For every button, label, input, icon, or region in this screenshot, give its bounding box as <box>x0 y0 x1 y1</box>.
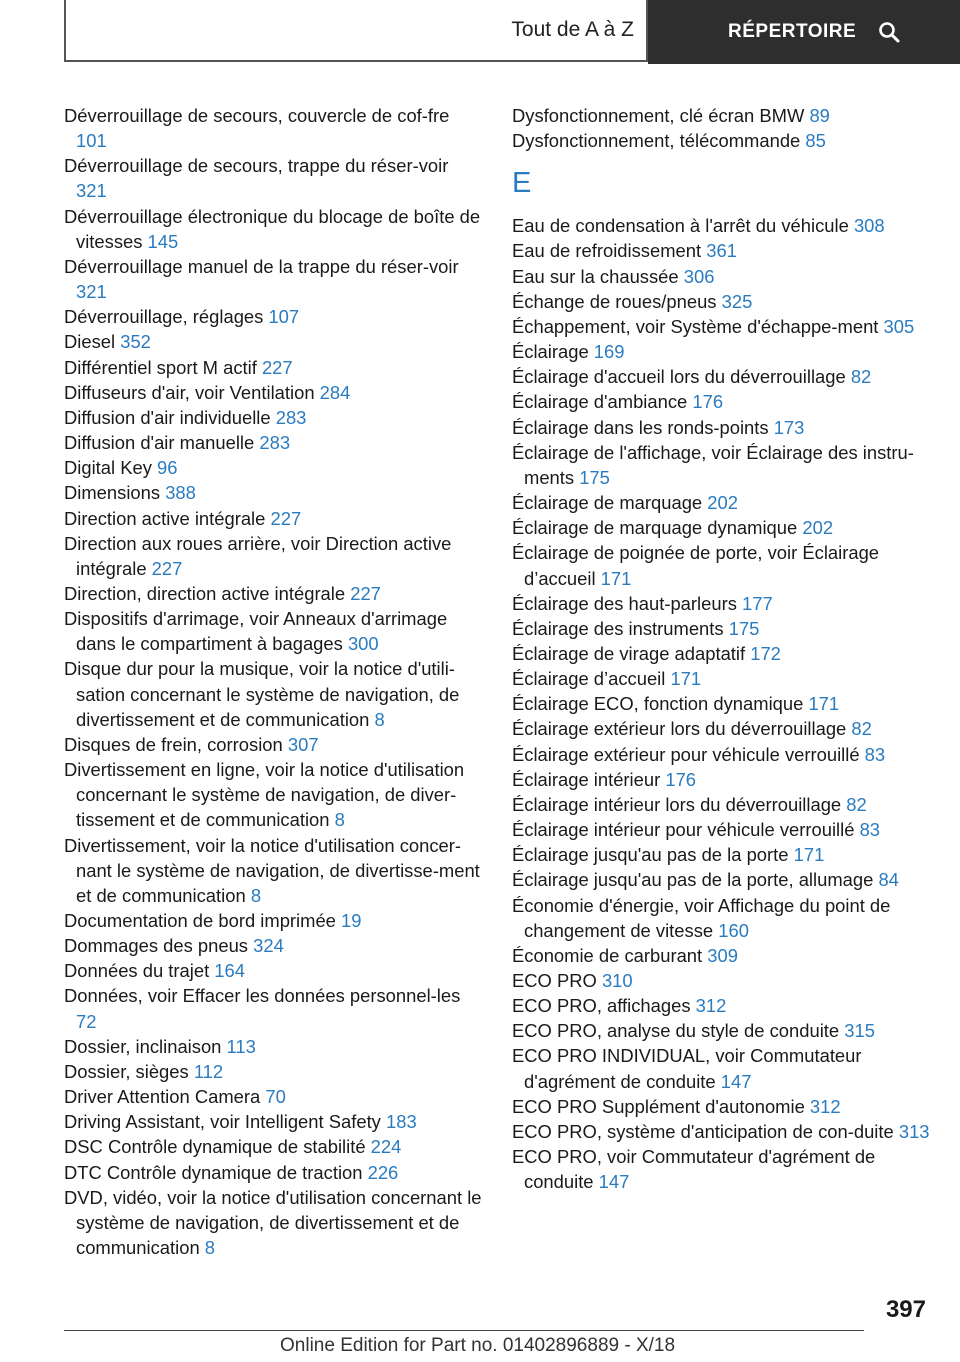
index-entry-text: Documentation de bord imprimée <box>64 910 342 931</box>
page-reference-link[interactable]: 175 <box>728 617 760 639</box>
tab-repertoire[interactable] <box>648 0 960 64</box>
index-entry <box>512 213 932 238</box>
index-entry-text: Éclairage extérieur lors du déverrouillage <box>512 718 852 740</box>
page-reference-link[interactable]: 70 <box>265 1086 286 1108</box>
page-reference-link[interactable]: 352 <box>120 331 151 353</box>
page-reference-link[interactable]: 85 <box>805 130 826 152</box>
index-entry-text: Éclairage intérieur <box>512 768 666 790</box>
index-entry-text: Économie de carburant <box>512 944 708 966</box>
page-reference-link[interactable]: 227 <box>151 557 183 579</box>
page-reference-link[interactable]: 324 <box>253 935 284 957</box>
index-entry-text: Dimensions <box>64 482 166 504</box>
page-reference-link[interactable]: 361 <box>706 240 737 262</box>
page-reference-link[interactable]: 8 <box>204 1237 216 1259</box>
index-entry <box>512 716 932 741</box>
index-entry <box>64 1185 484 1260</box>
index-entry <box>64 480 484 505</box>
section-letter-e: E <box>512 167 532 200</box>
page-reference-link[interactable]: 227 <box>261 356 293 378</box>
index-entry-text: Dysfonctionnement, télécommande <box>512 130 806 152</box>
index-entry <box>64 1134 484 1159</box>
page-reference-link[interactable]: 8 <box>250 884 262 906</box>
page-reference-link[interactable]: 283 <box>259 432 291 454</box>
page-reference-link[interactable]: 113 <box>226 1035 256 1057</box>
page-reference-link[interactable]: 171 <box>670 668 702 690</box>
page-reference-link[interactable]: 283 <box>275 406 307 428</box>
index-entry <box>512 867 932 892</box>
index-entry <box>512 264 932 289</box>
index-entry <box>512 792 932 817</box>
page-reference-link[interactable]: 171 <box>600 567 632 589</box>
index-entry <box>64 933 484 958</box>
index-entry <box>512 968 932 993</box>
index-entry <box>512 289 932 314</box>
page-reference-link[interactable]: 308 <box>853 215 885 237</box>
page-reference-link[interactable]: 202 <box>802 517 834 539</box>
index-group-d-continued <box>512 103 932 153</box>
index-entry-text: Éclairage jusqu'au pas de la porte <box>512 844 794 866</box>
page-reference-link[interactable]: 171 <box>808 693 840 715</box>
page-reference-link[interactable]: 202 <box>707 492 738 514</box>
index-entry <box>512 943 932 968</box>
index-entry-text: Éclairage des haut-parleurs <box>512 592 743 614</box>
index-entry-text: ECO PRO, affichages <box>512 995 696 1017</box>
index-entry <box>512 893 932 943</box>
index-entry-text: Déverrouillage de secours, trappe du réser‐voir <box>64 155 449 177</box>
index-entry <box>64 355 484 380</box>
index-entry-text: ECO PRO, voir Commutateur d'agrément de conduite <box>512 1146 876 1193</box>
index-entry-text: Disque dur pour la musique, voir la notice d'utili‐sation concernant le système de navigation, de divertissement et de communication <box>64 658 460 730</box>
index-entry-text: Échange de roues/pneus <box>512 290 722 312</box>
index-entry-text: Eau sur la chaussée <box>512 265 684 287</box>
index-entry <box>512 128 932 153</box>
index-entry-text: Éclairage extérieur pour véhicule verrouillé <box>512 743 865 765</box>
index-entry-text: Digital Key <box>64 457 158 479</box>
index-entry-text: Divertissement, voir la notice d'utilisation concer‐nant le système de navigation, de divertisse‐ment et de communication <box>64 834 480 906</box>
page-reference-link[interactable]: 310 <box>601 970 633 991</box>
index-entry-text: Diesel <box>64 331 121 353</box>
index-entry <box>512 591 932 616</box>
index-entry <box>64 329 484 354</box>
page-reference-link[interactable]: 312 <box>809 1095 841 1117</box>
index-entry-text: Dysfonctionnement, clé écran BMW <box>512 105 810 126</box>
index-entry-text: ECO PRO, système d'anticipation de con‐duite <box>512 1120 899 1142</box>
index-entry <box>64 958 484 983</box>
index-entry <box>512 641 932 666</box>
index-entry-text: Échappement, voir Système d'échappe‐ment <box>512 315 884 337</box>
page-reference-link[interactable]: 96 <box>157 457 178 479</box>
page-reference-link[interactable]: 84 <box>878 869 899 891</box>
index-entry <box>512 1018 932 1043</box>
page-reference-link[interactable]: 300 <box>347 633 379 655</box>
index-entry <box>512 616 932 641</box>
index-entry-text: Diffusion d'air manuelle <box>64 432 260 454</box>
index-entry-text: Dispositifs d'arrimage, voir Anneaux d'arrimage dans le compartiment à bagages <box>64 608 448 655</box>
index-entry-text: Driver Attention Camera <box>64 1086 266 1108</box>
page-reference-link[interactable]: 284 <box>319 381 351 403</box>
index-entry <box>512 440 932 490</box>
index-entry-text: Dommages des pneus <box>64 935 254 957</box>
index-entry <box>64 380 484 405</box>
page-reference-link[interactable]: 82 <box>846 793 867 815</box>
index-entry <box>64 531 484 581</box>
index-entry-text: Données du trajet <box>64 960 215 982</box>
index-entry-text: Éclairage de marquage dynamique <box>512 517 803 539</box>
tab-a-to-z-label: Tout de A à Z <box>511 18 634 41</box>
index-entry <box>64 506 484 531</box>
page-reference-link[interactable]: 8 <box>334 809 345 831</box>
page-reference-link[interactable]: 227 <box>270 507 302 529</box>
index-entry-text: Éclairage ECO, fonction dynamique <box>512 693 809 715</box>
page-reference-link[interactable]: 89 <box>809 105 830 126</box>
page-reference-link[interactable]: 312 <box>695 995 727 1017</box>
index-entry <box>512 742 932 767</box>
index-entry <box>512 238 932 263</box>
index-entry-text: Éclairage de marquage <box>512 492 708 514</box>
index-entry-text: Éclairage de poignée de porte, voir Éclairage d’accueil <box>512 542 880 589</box>
index-entry-text: ECO PRO Supplément d'autonomie <box>512 1095 810 1117</box>
index-entry <box>64 1084 484 1109</box>
index-entry <box>512 691 932 716</box>
page-reference-link[interactable]: 177 <box>742 592 773 614</box>
page-reference-link[interactable]: 315 <box>844 1020 875 1042</box>
page-reference-link[interactable]: 169 <box>593 341 625 363</box>
footer-edition: Online Edition for Part no. 01402896889 - X/18 <box>280 1335 676 1356</box>
index-entry-text: DSC Contrôle dynamique de stabilité <box>64 1136 371 1158</box>
page-reference-link[interactable]: 145 <box>147 230 179 252</box>
index-entry-text: Driving Assistant, voir Intelligent Safety <box>64 1111 386 1133</box>
index-entry <box>512 993 932 1018</box>
page-reference-link[interactable]: 325 <box>721 290 753 312</box>
index-entry-text: ECO PRO INDIVIDUAL, voir Commutateur d'agrément de conduite <box>512 1045 862 1092</box>
index-entry <box>64 908 484 933</box>
page-reference-link[interactable]: 147 <box>598 1171 630 1193</box>
page-reference-link[interactable]: 83 <box>864 743 886 765</box>
index-entry <box>64 581 484 606</box>
index-entry-text: Éclairage des instruments <box>512 617 729 639</box>
index-entry <box>512 1094 932 1119</box>
index-entry-text: Éclairage jusqu'au pas de la porte, allumage <box>512 869 879 891</box>
index-column-left <box>64 103 484 1260</box>
footer-divider <box>64 1330 864 1331</box>
index-entry-text: Éclairage intérieur lors du déverrouillage <box>512 793 847 815</box>
index-entry <box>512 314 932 339</box>
index-entry <box>512 515 932 540</box>
page-reference-link[interactable]: 19 <box>341 910 362 931</box>
index-entry <box>64 732 484 757</box>
index-entry <box>512 540 932 590</box>
page-reference-link[interactable]: 306 <box>683 265 715 287</box>
index-entry <box>512 339 932 364</box>
page-reference-link[interactable]: 226 <box>367 1161 399 1183</box>
index-entry <box>512 1144 932 1194</box>
index-entry-text: Disques de frein, corrosion <box>64 733 288 755</box>
index-entry-text: Déverrouillage de secours, couvercle de cof‐fre <box>64 105 450 126</box>
page-reference-link[interactable]: 171 <box>793 844 825 866</box>
index-entry-text: Différentiel sport M actif <box>64 356 262 378</box>
page-reference-link[interactable]: 307 <box>287 733 319 755</box>
page-reference-link[interactable]: 82 <box>850 366 872 388</box>
tab-repertoire-label: RÉPERTOIRE <box>728 21 857 42</box>
page-reference-link[interactable]: 313 <box>898 1120 930 1142</box>
page-reference-link[interactable]: 72 <box>76 1010 97 1032</box>
index-entry <box>64 606 484 656</box>
index-entry-text: ECO PRO, analyse du style de conduite <box>512 1020 845 1042</box>
index-entry-text: DVD, vidéo, voir la notice d'utilisation concernant le système de navigation, de divertissement et de communication <box>64 1186 482 1259</box>
index-entry <box>64 254 484 304</box>
index-entry <box>512 817 932 842</box>
page-reference-link[interactable]: 321 <box>76 281 107 303</box>
page-reference-link[interactable]: 388 <box>165 482 196 504</box>
index-entry <box>512 415 932 440</box>
index-entry <box>64 983 484 1033</box>
index-entry <box>64 103 484 153</box>
page-reference-link[interactable]: 183 <box>385 1111 417 1133</box>
page-reference-link[interactable]: 175 <box>579 466 610 488</box>
page-reference-link[interactable]: 309 <box>707 944 738 966</box>
page-reference-link[interactable]: 83 <box>859 819 881 841</box>
index-entry-text: Déverrouillage électronique du blocage de boîte de vitesses <box>64 205 481 252</box>
page-reference-link[interactable]: 112 <box>193 1060 224 1082</box>
index-entry <box>512 364 932 389</box>
index-entry <box>64 1160 484 1185</box>
index-entry <box>64 430 484 455</box>
index-entry <box>64 1109 484 1134</box>
index-entry-text: ECO PRO <box>512 970 602 991</box>
index-entry <box>64 304 484 329</box>
index-entry-text: Dossier, sièges <box>64 1060 194 1082</box>
tab-a-to-z[interactable] <box>64 0 648 62</box>
index-entry-text: Diffusion d'air individuelle <box>64 406 276 428</box>
index-entry <box>64 204 484 254</box>
index-entry-text: Éclairage d'accueil lors du déverrouillage <box>512 366 851 388</box>
index-entry-text: Direction aux roues arrière, voir Direction active intégrale <box>64 532 452 579</box>
index-entry-text: Divertissement en ligne, voir la notice d'utilisation concernant le système de navigation, de diver‐tissement et de communication <box>64 759 465 831</box>
page-reference-link[interactable]: 172 <box>750 642 781 664</box>
index-entry <box>512 1119 932 1144</box>
index-entry-text: Diffuseurs d'air, voir Ventilation <box>64 381 320 403</box>
page-reference-link[interactable]: 101 <box>76 130 107 152</box>
index-entry-text: Direction active intégrale <box>64 507 271 529</box>
index-entry-text: Éclairage <box>512 341 594 363</box>
page-header <box>64 0 960 64</box>
index-entry <box>512 1043 932 1093</box>
index-entry <box>64 656 484 731</box>
index-entry <box>64 1059 484 1084</box>
index-entry <box>64 757 484 832</box>
index-entry-text: Eau de refroidissement <box>512 240 707 262</box>
index-entry-text: DTC Contrôle dynamique de traction <box>64 1161 368 1183</box>
index-entry <box>64 455 484 480</box>
index-entry-text: Données, voir Effacer les données personnel‐les <box>64 985 461 1007</box>
index-entry-text: Éclairage dans les ronds-points <box>512 416 774 438</box>
page-reference-link[interactable]: 305 <box>883 315 915 337</box>
page-reference-link[interactable]: 82 <box>851 718 872 740</box>
index-entry <box>512 842 932 867</box>
index-entry <box>512 490 932 515</box>
index-entry-text: Déverrouillage manuel de la trappe du réser‐voir <box>64 255 459 277</box>
index-entry <box>64 405 484 430</box>
index-entry-text: Éclairage d'ambiance <box>512 391 693 413</box>
index-entry <box>64 833 484 908</box>
index-entry <box>512 103 932 128</box>
index-entry <box>512 666 932 691</box>
index-entry-text: Déverrouillage, réglages <box>64 306 269 328</box>
page-number: 397 <box>885 1296 926 1323</box>
index-entry-text: Eau de condensation à l'arrêt du véhicule <box>512 215 854 237</box>
index-entry-text: Dossier, inclinaison <box>64 1035 227 1057</box>
index-entry-text: Direction, direction active intégrale <box>64 582 351 604</box>
index-entry-text: Économie d'énergie, voir Affichage du point de changement de vitesse <box>512 894 891 941</box>
search-icon[interactable] <box>878 21 900 43</box>
page-reference-link[interactable]: 176 <box>692 391 724 413</box>
index-entry <box>512 767 932 792</box>
index-entry-text: Éclairage d’accueil <box>512 668 671 690</box>
page-reference-link[interactable]: 321 <box>76 180 107 202</box>
index-entry-text: Éclairage de virage adaptatif <box>512 642 751 664</box>
index-entry-text: Éclairage intérieur pour véhicule verrouillé <box>512 819 860 841</box>
page-reference-link[interactable]: 147 <box>720 1070 752 1092</box>
index-entry-text: Éclairage de l'affichage, voir Éclairage des instru‐ments <box>512 441 914 488</box>
page-reference-link[interactable]: 8 <box>374 708 385 730</box>
page-reference-link[interactable]: 224 <box>370 1136 402 1158</box>
index-group-e <box>512 213 932 1194</box>
index-entry <box>512 389 932 414</box>
page-reference-link[interactable]: 176 <box>665 768 697 790</box>
page-reference-link[interactable]: 164 <box>214 960 245 982</box>
index-entry <box>64 1034 484 1059</box>
page-reference-link[interactable]: 227 <box>350 582 381 604</box>
index-column-right <box>512 103 932 1194</box>
page-reference-link[interactable]: 173 <box>773 416 805 438</box>
page-reference-link[interactable]: 107 <box>268 306 300 328</box>
page-reference-link[interactable]: 160 <box>718 919 749 941</box>
index-entry <box>64 153 484 203</box>
